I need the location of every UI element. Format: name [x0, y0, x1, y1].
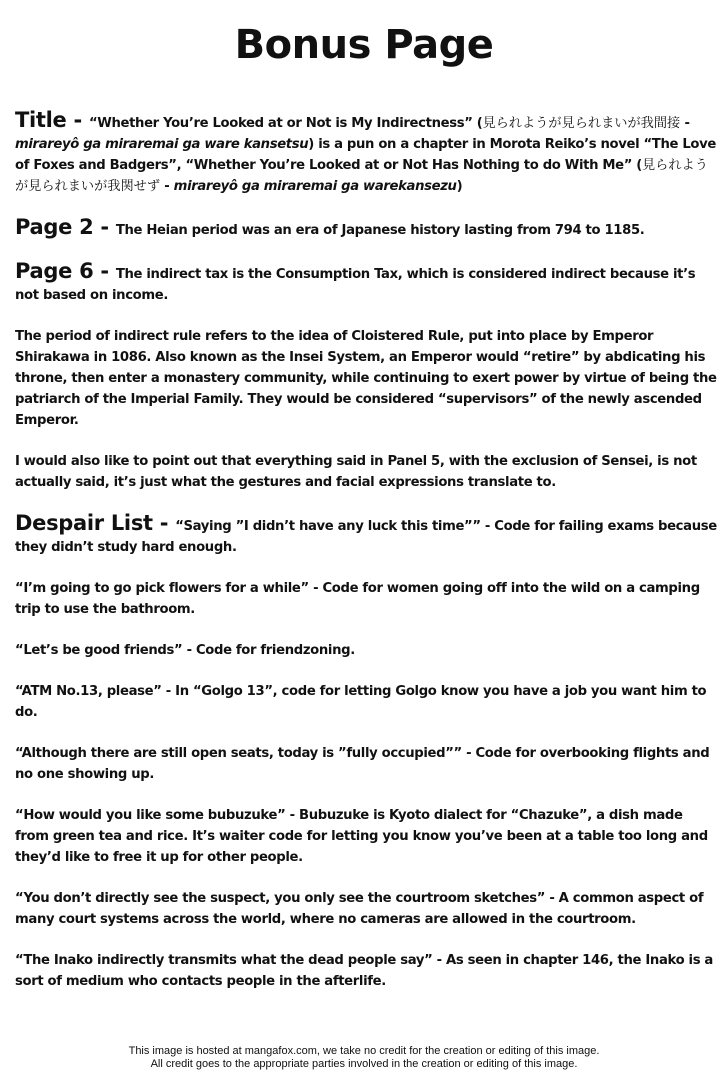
despair-heading: Despair List - — [15, 511, 176, 535]
title-dash-1: - — [680, 116, 690, 131]
despair-item-1 — [15, 513, 717, 558]
disclaimer-line-2: All credit goes to the appropriate parties involved in the creation or editing of this image. — [150, 1058, 578, 1070]
hosting-disclaimer — [0, 1045, 728, 1071]
title-japanese-2: 見られようが見られまいが我関せず — [15, 158, 708, 194]
title-text-1: “Whether You’re Looked at or Not is My Indirectness” ( — [88, 116, 483, 131]
title-note — [15, 110, 717, 197]
title-text-2: ) is a pun on a chapter in Morota Reiko’s novel “The Love of Foxes and Badgers”, “Whether You’re Looked at or Not Has Nothing to do With Me” ( — [15, 137, 716, 173]
despair-item-6: “How would you like some bubuzuke” - Bubuzuke is Kyoto dialect for “Chazuke”, a dish made from green tea and rice. It’s waiter code for letting you know you’ve been at a table too long and they’d like to free it up for other people. — [15, 808, 708, 865]
page6-note-1 — [15, 261, 717, 306]
despair-item-8: “The Inako indirectly transmits what the dead people say” - As seen in chapter 146, the Inako is a sort of medium who contacts people in the afterlife. — [15, 953, 713, 989]
disclaimer-line-1: This image is hosted at mangafox.com, we take no credit for the creation or editing of this image. — [128, 1045, 600, 1057]
page6-note-3: I would also like to point out that everything said in Panel 5, with the exclusion of Sensei, is not actually said, it’s just what the gestures and facial expressions translate to. — [15, 454, 697, 490]
page2-heading: Page 2 - — [15, 215, 116, 239]
title-romaji-1: mirareyô ga miraremai ga ware kansetsu — [15, 137, 309, 152]
despair-item-3: “Let’s be good friends” - Code for friendzoning. — [15, 643, 355, 658]
title-romaji-2: mirareyô ga miraremai ga warekansezu — [173, 179, 457, 194]
notes-content — [15, 110, 717, 1012]
page2-text: The Heian period was an era of Japanese history lasting from 794 to 1185. — [115, 223, 645, 238]
title-text-3: ) — [456, 179, 463, 194]
title-dash-2: - — [160, 179, 174, 194]
page6-heading: Page 6 - — [15, 259, 116, 283]
page6-note-2: The period of indirect rule refers to the idea of Cloistered Rule, put into place by Emperor Shirakawa in 1086. Also known as the Insei System, an Emperor would “retire” by abdicating his throne, then enter a monastery community, while continuing to exert power by virtue of being the patriarch of the Imperial Family. They would be considered “supervisors” of the newly ascended Emperor. — [15, 329, 717, 428]
page2-note — [15, 217, 717, 241]
despair-item-2: “I’m going to go pick flowers for a while” - Code for women going off into the wild on a camping trip to use the bathroom. — [15, 581, 700, 617]
despair-item-7: “You don’t directly see the suspect, you only see the courtroom sketches” - A common aspect of many court systems across the world, where no cameras are allowed in the courtroom. — [15, 891, 704, 927]
title-heading: Title - — [15, 108, 89, 132]
page6-text-1: The indirect tax is the Consumption Tax, which is considered indirect because it’s not based on income. — [15, 267, 696, 303]
despair-item-text: “Saying ”I didn’t have any luck this time”” - Code for failing exams because they didn’t study hard enough. — [15, 519, 717, 555]
title-japanese-1: 見られようが見られまいが我間接 — [482, 116, 681, 131]
despair-item-5: “Although there are still open seats, today is ”fully occupied”” - Code for overbooking flights and no one showing up. — [15, 746, 710, 782]
despair-item-4: “ATM No.13, please” - In “Golgo 13”, code for letting Golgo know you have a job you want him to do. — [15, 684, 707, 720]
page-title: Bonus Page — [234, 22, 494, 68]
